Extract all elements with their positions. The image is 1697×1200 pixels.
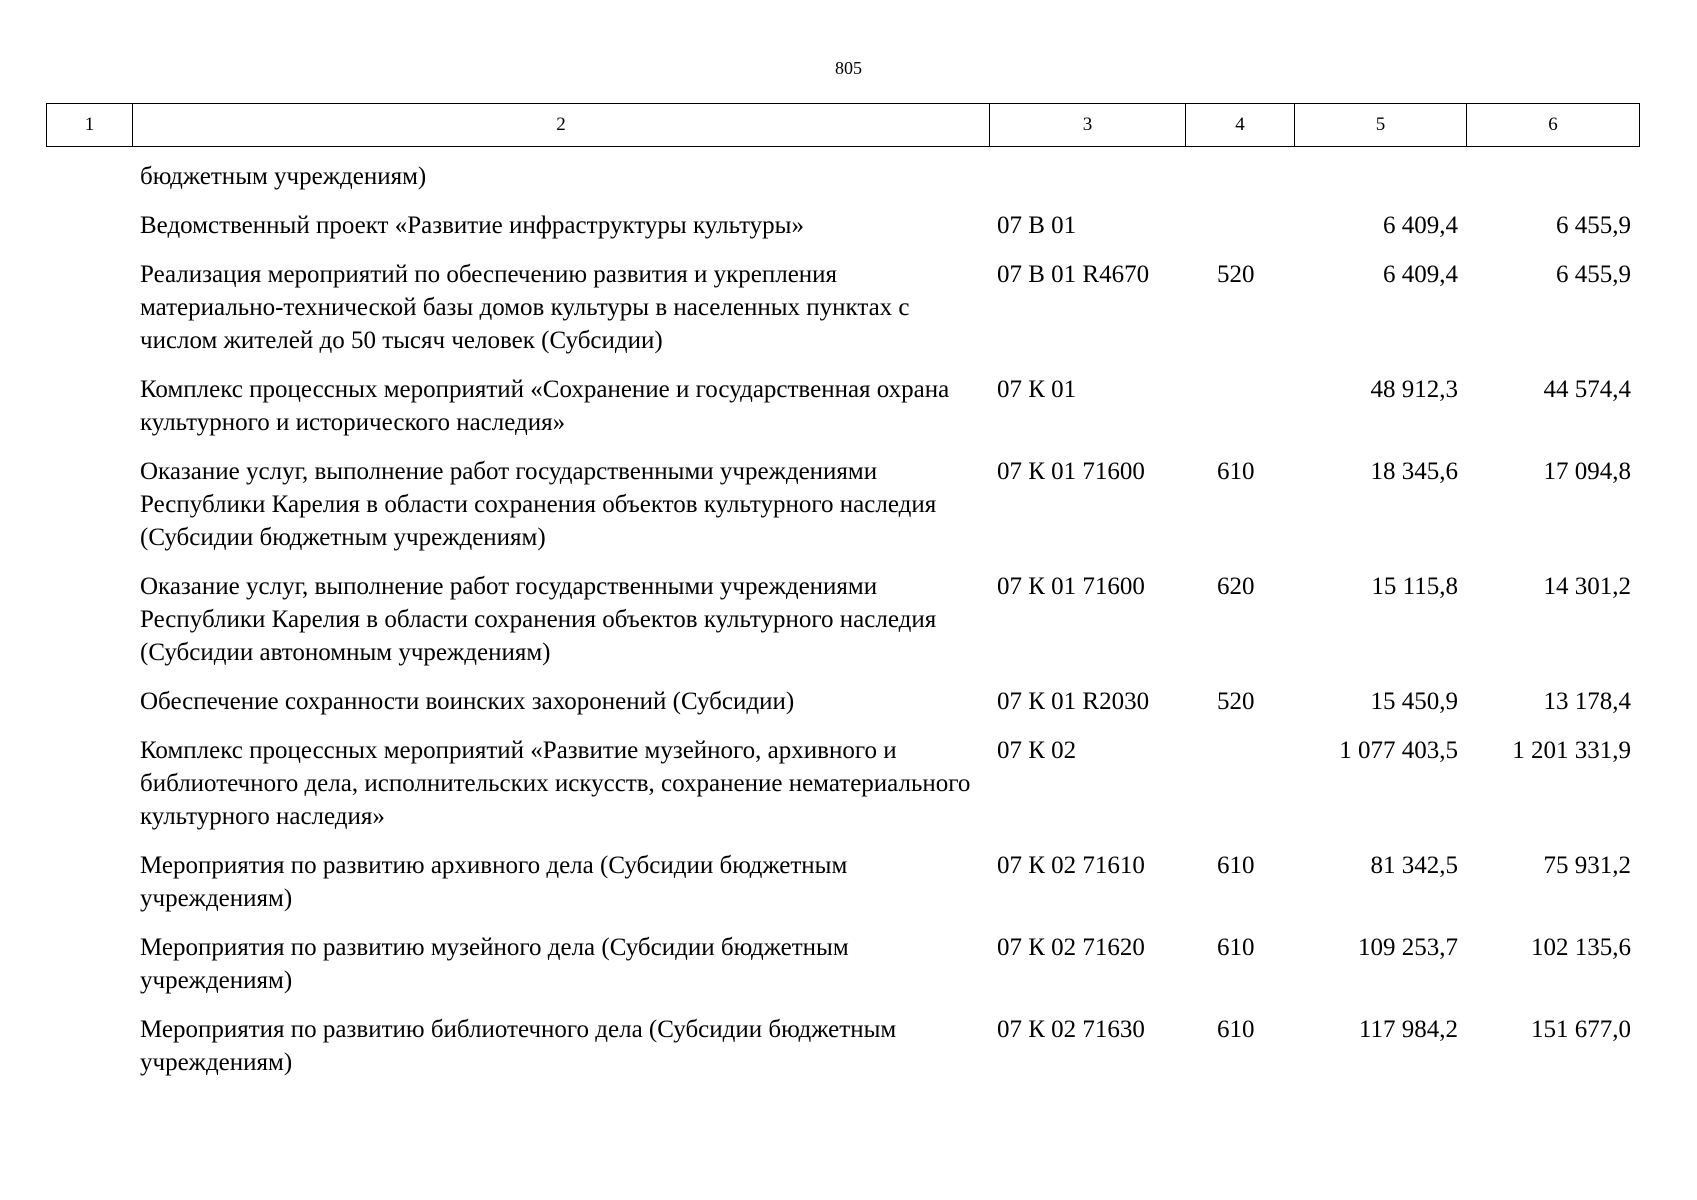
column-header-6: 6 — [1467, 104, 1640, 147]
row-code: 07 К 01 71600 — [997, 458, 1145, 485]
row-name: Оказание услуг, выполнение работ государственными учреждениями Республики Карелия в области сохранения объектов культурного наследия (Субсидии бюджетным учреждениям) — [140, 458, 937, 551]
row-amount-6: 6 455,9 — [1556, 212, 1631, 239]
row-name: Оказание услуг, выполнение работ государственными учреждениями Республики Карелия в области сохранения объектов культурного наследия (Субсидии автономным учреждениям) — [140, 573, 937, 666]
row-name: Обеспечение сохранности воинских захоронений (Субсидии) — [140, 688, 795, 715]
row-name: Комплекс процессных мероприятий «Сохранение и государственная охрана культурного и исторического наследия» — [140, 376, 950, 436]
row-amount-6: 44 574,4 — [1543, 376, 1631, 403]
row-amount-5: 48 912,3 — [1370, 376, 1458, 403]
row-amount-6: 13 178,4 — [1543, 688, 1631, 715]
row-name: Ведомственный проект «Развитие инфраструктуры культуры» — [140, 212, 804, 239]
column-header-3: 3 — [990, 104, 1186, 147]
row-amount-6: 17 094,8 — [1543, 458, 1631, 485]
row-code: 07 В 01 — [997, 212, 1077, 239]
row-code: 07 К 02 71620 — [997, 934, 1145, 961]
row-code: 07 К 01 R2030 — [997, 688, 1150, 715]
row-amount-5: 117 984,2 — [1358, 1016, 1458, 1043]
row-type: 610 — [1217, 1016, 1255, 1043]
row-amount-5: 15 450,9 — [1370, 688, 1458, 715]
row-amount-6: 75 931,2 — [1543, 852, 1631, 879]
row-name: бюджетным учреждениям) — [140, 163, 427, 190]
table-row — [0, 258, 1697, 357]
row-name: Реализация мероприятий по обеспечению развития и укрепления материально-технической базы домов культуры в населенных пунктах с числом жителей до 50 тысяч человек (Субсидии) — [140, 261, 910, 354]
row-type: 610 — [1217, 934, 1255, 961]
table-row — [0, 849, 1697, 915]
column-header-5: 5 — [1295, 104, 1467, 147]
table-row — [0, 160, 1697, 193]
table-row — [0, 734, 1697, 833]
row-amount-6: 14 301,2 — [1543, 573, 1631, 600]
table-row — [0, 931, 1697, 997]
row-amount-6: 1 201 331,9 — [1512, 737, 1631, 764]
row-amount-5: 109 253,7 — [1358, 934, 1458, 961]
row-name: Мероприятия по развитию библиотечного дела (Субсидии бюджетным учреждениям) — [140, 1016, 897, 1076]
row-type: 610 — [1217, 458, 1255, 485]
column-header-4: 4 — [1186, 104, 1295, 147]
row-code: 07 К 02 — [997, 737, 1077, 764]
table-row — [0, 1013, 1697, 1079]
row-code: 07 К 02 71610 — [997, 852, 1145, 879]
row-name: Мероприятия по развитию архивного дела (Субсидии бюджетным учреждениям) — [140, 852, 848, 912]
row-type: 520 — [1217, 688, 1255, 715]
row-name: Мероприятия по развитию музейного дела (Субсидии бюджетным учреждениям) — [140, 934, 849, 994]
table-body — [0, 160, 1697, 1095]
row-amount-5: 6 409,4 — [1383, 212, 1458, 239]
page-number: 805 — [835, 58, 862, 78]
column-header-table — [46, 103, 1640, 147]
table-row — [0, 209, 1697, 242]
column-header-2: 2 — [133, 104, 990, 147]
row-name: Комплекс процессных мероприятий «Развитие музейного, архивного и библиотечного дела, исполнительских искусств, сохранение нематериального культурного наследия» — [140, 737, 971, 830]
table-row — [0, 685, 1697, 718]
row-code: 07 В 01 R4670 — [997, 261, 1150, 288]
row-amount-5: 15 115,8 — [1371, 573, 1458, 600]
row-type: 520 — [1217, 261, 1255, 288]
row-amount-5: 81 342,5 — [1370, 852, 1458, 879]
table-row — [0, 570, 1697, 669]
table-row — [0, 455, 1697, 554]
row-amount-6: 102 135,6 — [1531, 934, 1631, 961]
row-code: 07 К 01 — [997, 376, 1077, 403]
row-code: 07 К 01 71600 — [997, 573, 1145, 600]
row-amount-5: 1 077 403,5 — [1339, 737, 1458, 764]
row-amount-6: 151 677,0 — [1531, 1016, 1631, 1043]
row-type: 620 — [1217, 573, 1255, 600]
table-row — [0, 373, 1697, 439]
column-header-row — [47, 104, 1640, 147]
row-type: 610 — [1217, 852, 1255, 879]
row-amount-5: 18 345,6 — [1370, 458, 1458, 485]
row-amount-6: 6 455,9 — [1556, 261, 1631, 288]
row-code: 07 К 02 71630 — [997, 1016, 1145, 1043]
column-header-1: 1 — [47, 104, 133, 147]
row-amount-5: 6 409,4 — [1383, 261, 1458, 288]
